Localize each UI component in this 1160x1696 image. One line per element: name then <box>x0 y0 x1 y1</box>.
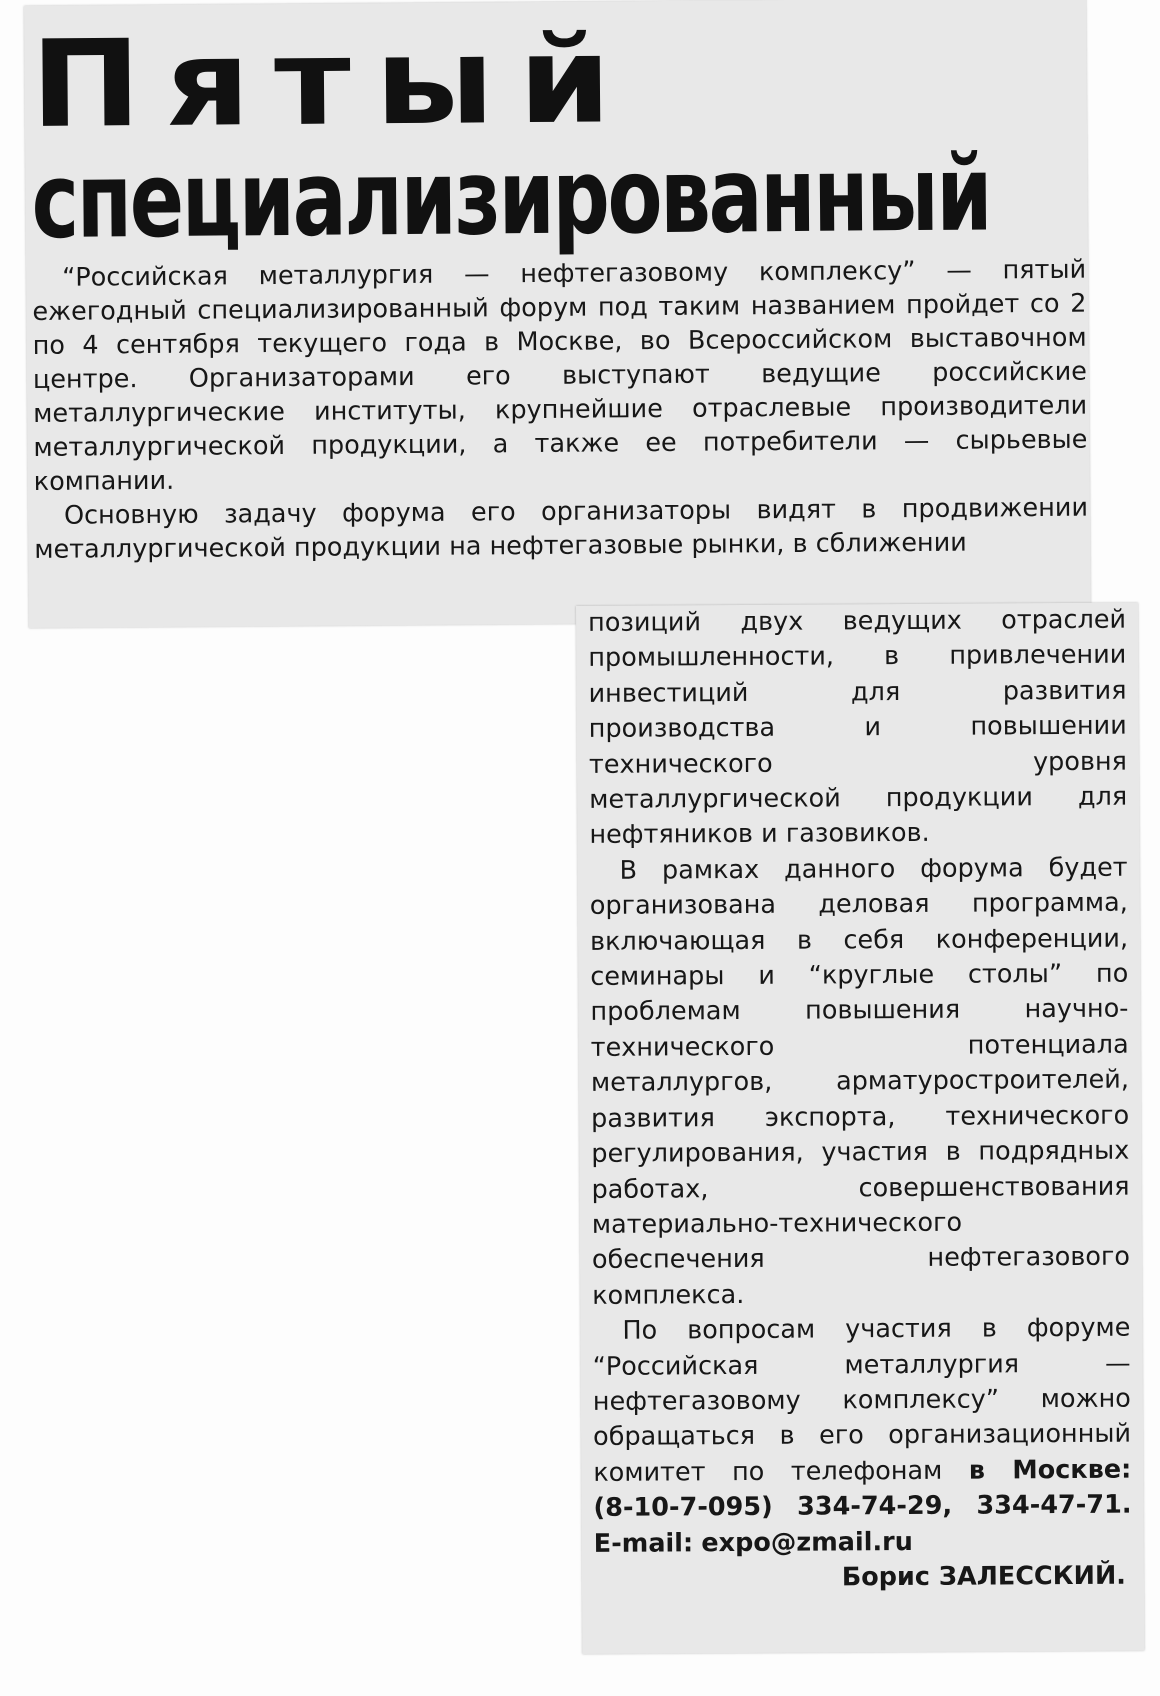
phone-code: (8-10-7-095) <box>593 1491 773 1524</box>
paragraph-goal-start: Основную задачу форума его организаторы видят в продвижении металлургической продукции на нефтегазовые рынки, в сближении <box>34 492 1089 565</box>
paragraph-program: В рамках данного форума будет организована деловая программа, включающая в себя конференции, семинары и “круглые столы” по проблемам повышения научно-технического потенциала металлургов, арматуростроителей, развития экспорта, технического регулирования, участия в подрядных работах, совершенствования материально-технического обеспечения нефтегазового комплекса. <box>589 852 1131 1311</box>
email-label: E-mail: <box>593 1527 694 1559</box>
contacts-city: в Москве: <box>968 1454 1132 1486</box>
article-body-column <box>588 603 1132 1598</box>
author-signature: Борис ЗАЛЕССКИЙ. <box>841 1560 1127 1593</box>
headline-line-1: Пятый <box>30 11 636 155</box>
article-clipping-column <box>576 603 1144 1654</box>
article-body-top <box>32 253 1088 567</box>
paragraph-contacts <box>592 1311 1132 1562</box>
phone-number-1: 334-74-29, <box>796 1490 953 1522</box>
paragraph-intro: “Российская металлургия — нефтегазовому комплексу” — пятый ежегодный специализированный форум под таким названием пройдет со 2 по 4 сентября текущего года в Москве, во Всероссийском выставочном центре. Организаторами его выступают ведущие российские металлургические институты, крупнейшие отраслевые производители металлургической продукции, а также ее потребители — сырьевые компании. <box>32 254 1088 497</box>
contacts-text: По вопросам участия в форуме “Российская металлургия — нефтегазовому комплексу” можно обращаться в его организационный комитет по телефонам <box>592 1312 1132 1488</box>
phone-number-2: 334-47-71. <box>976 1489 1132 1521</box>
paragraph-goal-continuation: позиций двух ведущих отраслей промышленности, в привлечении инвестиций для развития производства и повышении технического уровня металлургической продукции для нефтяников и газовиков. <box>588 604 1128 851</box>
headline-line-2: специализированный <box>31 132 991 262</box>
email-address: expo@zmail.ru <box>701 1526 913 1558</box>
article-clipping-top <box>24 0 1091 628</box>
